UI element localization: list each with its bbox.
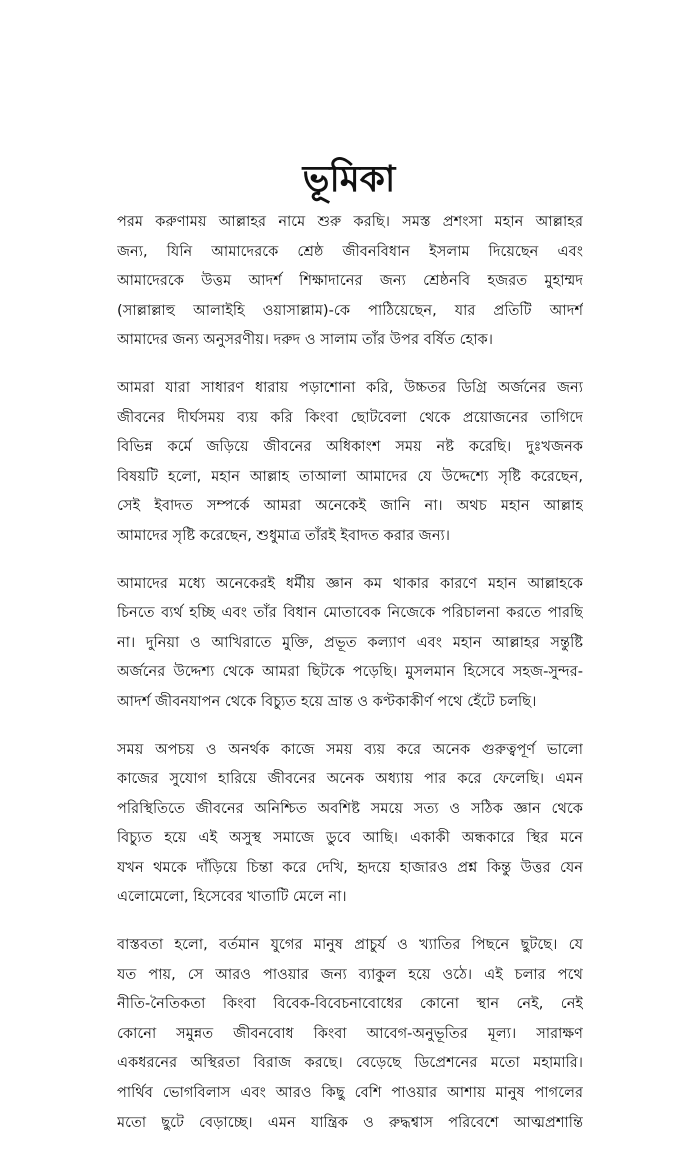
page-title: ভূমিকা xyxy=(302,159,396,200)
text-line: একধরনের অস্থিরতা বিরাজ করছে। বেড়েছে ডিপ্রেশনের মতো মহামারি। xyxy=(117,1054,583,1072)
paragraph-5 xyxy=(117,930,583,1137)
text-line: নীতি-নৈতিকতা কিংবা বিবেক-বিবেচনাবোধের কোনো স্থান নেই, নেই xyxy=(117,995,583,1013)
text-line: বিচ্যুত হয়ে এই অসুস্থ সমাজে ডুবে আছি। একাকী অন্ধকারে স্থির মনে xyxy=(117,829,583,847)
text-line: না। দুনিয়া ও আখিরাতে মুক্তি, প্রভূত কল্যাণ এবং মহান আল্লাহর সন্তুষ্টি xyxy=(117,633,583,651)
text-line: পার্থিব ভোগবিলাস এবং আরও কিছু বেশি পাওয়ার আশায় মানুষ পাগলের xyxy=(117,1084,583,1102)
text-line: জীবনের দীর্ঘসময় ব্যয় করি কিংবা ছোটবেলা থেকে প্রয়োজনের তাগিদে xyxy=(117,408,583,426)
paragraph-1 xyxy=(117,207,583,355)
text-line: কোনো সমুন্নত জীবনবোধ কিংবা আবেগ-অনুভূতির মূল্য। সারাক্ষণ xyxy=(117,1024,583,1042)
text-line: আমরা যারা সাধারণ ধারায় পড়াশোনা করি, উচ্চতর ডিগ্রি অর্জনের জন্য xyxy=(117,378,583,396)
text-line: এলোমেলো, হিসেবের খাতাটি মেলে না। xyxy=(117,888,347,906)
paragraph-4 xyxy=(117,735,583,913)
text-line: চিনতে ব্যর্থ হচ্ছি এবং তাঁর বিধান মোতাবেক নিজেকে পরিচালনা করতে পারছি xyxy=(117,604,583,622)
paragraph-2 xyxy=(117,373,583,551)
text-line: কাজের সুযোগ হারিয়ে জীবনের অনেক অধ্যায় পার করে ফেলেছি। এমন xyxy=(117,770,583,788)
text-line: মতো ছুটে বেড়াচ্ছে। এমন যান্ত্রিক ও রুদ্ধশ্বাস পরিবেশে আত্মপ্রশান্তি xyxy=(117,1113,583,1131)
text-line: সময় অপচয় ও অনর্থক কাজে সময় ব্যয় করে অনেক গুরুত্বপূর্ণ ভালো xyxy=(117,740,583,758)
text-line: অর্জনের উদ্দেশ্য থেকে আমরা ছিটকে পড়েছি। মুসলমান হিসেবে সহজ-সুন্দর- xyxy=(117,663,583,681)
text-line: আমাদের সৃষ্টি করেছেন, শুধুমাত্র তাঁরই ইবাদত করার জন্য। xyxy=(117,526,450,544)
text-line: যত পায়, সে আরও পাওয়ার জন্য ব্যাকুল হয়ে ওঠে। এই চলার পথে xyxy=(117,965,583,983)
paragraph-3 xyxy=(117,569,583,717)
page-body xyxy=(117,207,583,1155)
text-line: বিষয়টি হলো, মহান আল্লাহ তাআলা আমাদের যে উদ্দেশ্যে সৃষ্টি করেছেন, xyxy=(117,467,583,485)
text-line: বাস্তবতা হলো, বর্তমান যুগের মানুষ প্রাচুর্য ও খ্যাতির পিছনে ছুটছে। যে xyxy=(117,936,583,954)
text-line: পরিস্থিতিতে জীবনের অনিশ্চিত অবশিষ্ট সময়ে সত্য ও সঠিক জ্ঞান থেকে xyxy=(117,799,583,817)
text-line: পরম করুণাময় আল্লাহর নামে শুরু করছি। সমস্ত প্রশংসা মহান আল্লাহর xyxy=(117,213,583,230)
text-line: আমাদের মধ্যে অনেকেরই ধর্মীয় জ্ঞান কম থাকার কারণে মহান আল্লাহকে xyxy=(117,574,583,592)
text-line: সেই ইবাদত সম্পর্কে আমরা অনেকেই জানি না। অথচ মহান আল্লাহ xyxy=(117,497,583,515)
text-line: আদর্শ জীবনযাপন থেকে বিচ্যুত হয়ে ভ্রান্ত ও কণ্টকাকীর্ণ পথে হেঁটে চলছি। xyxy=(117,692,537,710)
text-line: (সাল্লাল্লাহু আলাইহি ওয়াসাল্লাম)-কে পাঠিয়েছেন, যার প্রতিটি আদর্শ xyxy=(117,301,583,319)
text-line: আমাদেরকে উত্তম আদর্শ শিক্ষাদানের জন্য শ্রেষ্ঠনবি হজরত মুহাম্মদ xyxy=(117,272,583,290)
text-line: আমাদের জন্য অনুসরণীয়। দরুদ ও সালাম তাঁর উপর বর্ষিত হোক। xyxy=(117,331,493,349)
text-line: জন্য, যিনি আমাদেরকে শ্রেষ্ঠ জীবনবিধান ইসলাম দিয়েছেন এবং xyxy=(117,242,583,260)
text-line: বিভিন্ন কর্মে জড়িয়ে জীবনের অধিকাংশ সময় নষ্ট করেছি। দুঃখজনক xyxy=(117,438,583,456)
text-line: যখন থমকে দাঁড়িয়ে চিন্তা করে দেখি, হৃদয়ে হাজারও প্রশ্ন কিন্তু উত্তর যেন xyxy=(117,858,583,876)
